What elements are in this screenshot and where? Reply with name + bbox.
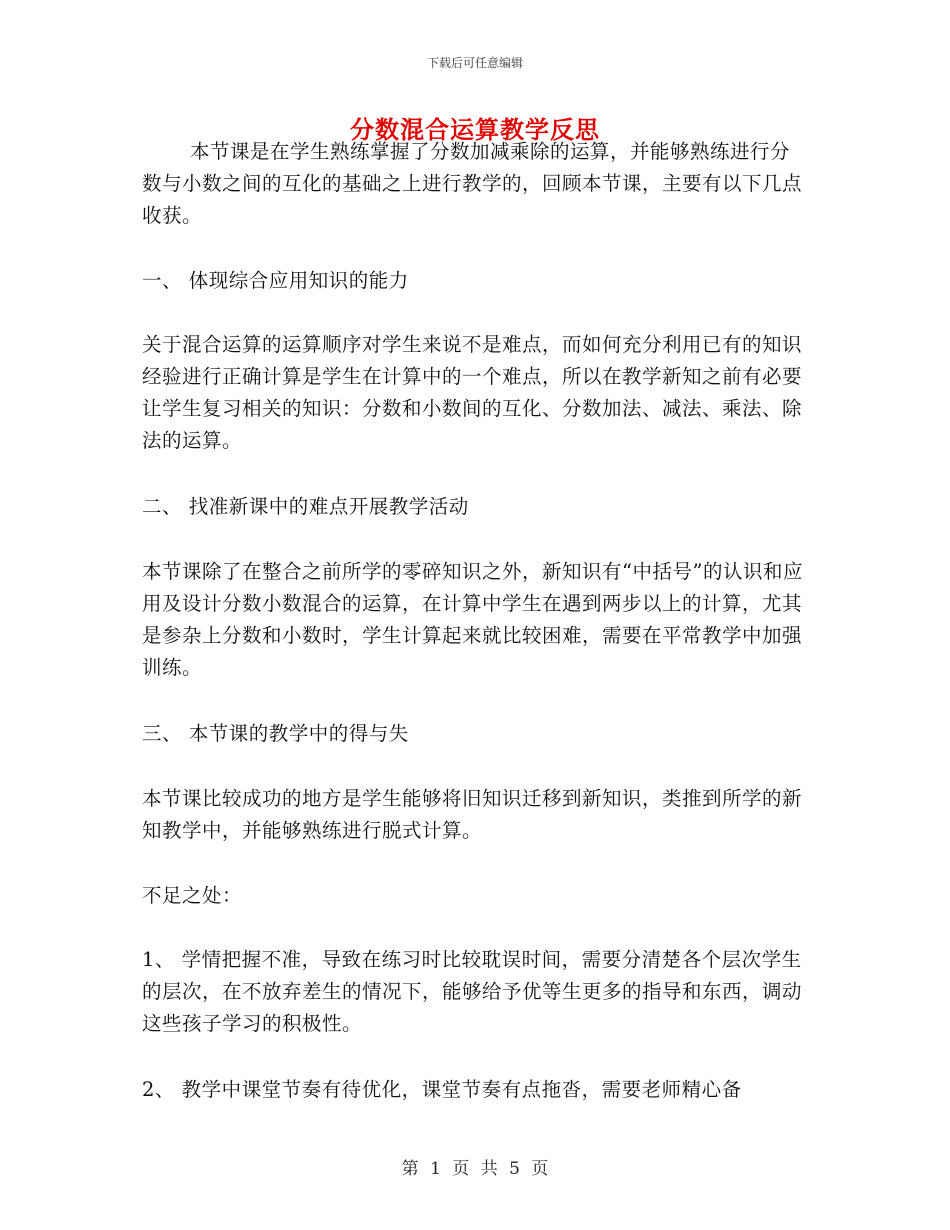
page-footer: 第 1 页 共 5 页 bbox=[401, 1159, 549, 1179]
section-heading-2: 二、 找准新课中的难点开展教学活动 bbox=[142, 495, 469, 518]
shortcoming-item-2: 2、 教学中课堂节奏有待优化，课堂节奏有点拖沓，需要老师精心备 bbox=[142, 1078, 742, 1101]
shortcoming-item-1: 1、 学情把握不准，导致在练习时比较耽误时间，需要分清楚各个层次学生的层次，在不放弃差生的情况下，能够给予优等生更多的指导和东西，调动这些孩子学习的积极性。 bbox=[142, 948, 803, 1035]
section-paragraph-1: 关于混合运算的运算顺序对学生来说不是难点，而如何充分利用已有的知识经验进行正确计算是学生在计算中的一个难点，所以在教学新知之前有必要让学生复习相关的知识：分数和小数间的互化、分数加法、减法、乘法、除法的运算。 bbox=[142, 333, 803, 452]
document-title: 分数混合运算教学反思 bbox=[350, 115, 600, 144]
shortcomings-label: 不足之处： bbox=[142, 884, 243, 907]
section-heading-1: 一、 体现综合应用知识的能力 bbox=[142, 269, 409, 292]
intro-paragraph: 本节课是在学生熟练掌握了分数加减乘除的运算，并能够熟练进行分数与小数之间的互化的基础之上进行教学的，回顾本节课，主要有以下几点收获。 bbox=[142, 140, 803, 227]
section-heading-3: 三、 本节课的教学中的得与失 bbox=[142, 722, 409, 745]
header-note: 下载后可任意编辑 bbox=[426, 56, 523, 70]
section-paragraph-3: 本节课比较成功的地方是学生能够将旧知识迁移到新知识，类推到所学的新知教学中，并能够熟练进行脱式计算。 bbox=[142, 787, 803, 842]
section-paragraph-2: 本节课除了在整合之前所学的零碎知识之外，新知识有“中括号”的认识和应用及设计分数小数混合的运算，在计算中学生在遇到两步以上的计算，尤其是参杂上分数和小数时，学生计算起来就比较困难，需要在平常教学中加强训练。 bbox=[142, 560, 803, 679]
